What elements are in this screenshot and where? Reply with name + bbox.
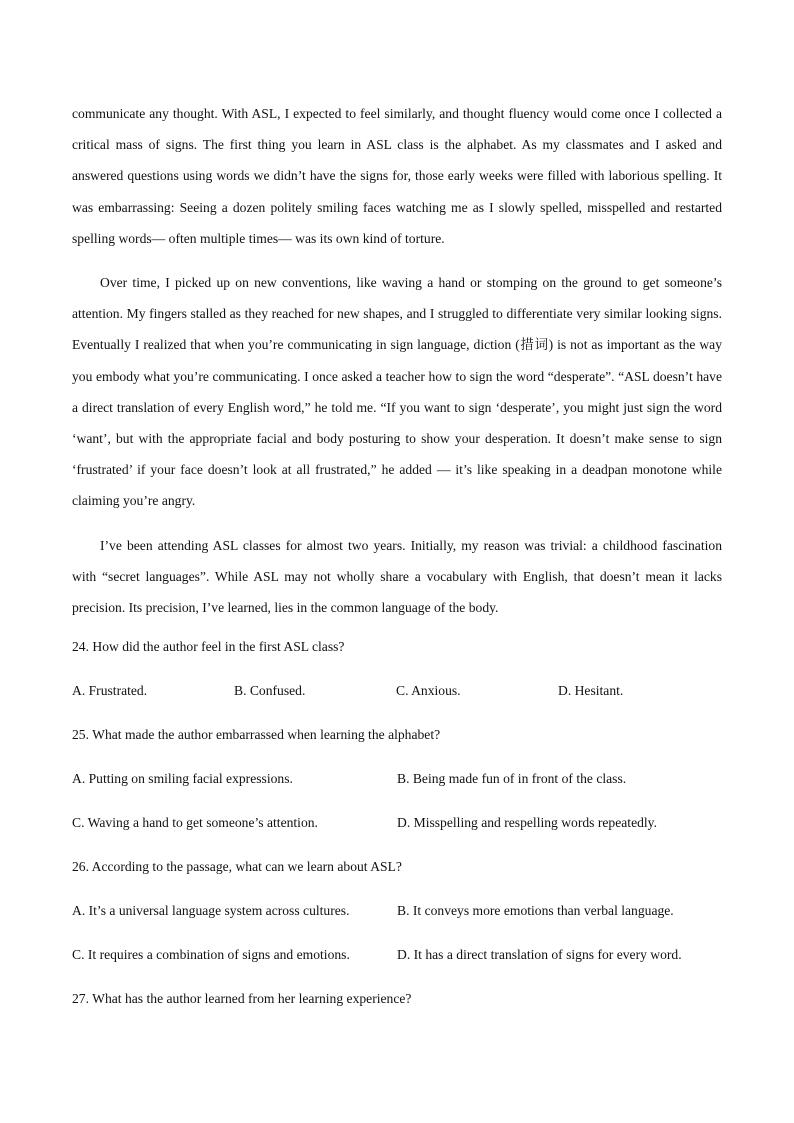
passage-paragraph-1: communicate any thought. With ASL, I expected to feel similarly, and thought fluency would come once I collected a critical mass of signs. The first thing you learn in ASL class is the alphabet. As my classmates and I asked and answered questions using words we didn’t have the signs for, those early weeks were filled with laborious spelling. It was embarrassing: Seeing a dozen politely smiling faces watching me as I slowly spelled, misspelled and restarted spelling words— often multiple times— was its own kind of torture. <box>72 106 722 246</box>
question-26 <box>72 857 722 965</box>
passage-paragraph-2: Over time, I picked up on new conventions, like waving a hand or stomping on the ground to get someone’s attention. My fingers stalled as they reached for new shapes, and I struggled to differentiate very similar looking signs. Eventually I realized that when you’re communicating in sign language, diction (措词) is not as important as the way you embody what you’re communicating. I once asked a teacher how to sign the word “desperate”. “ASL doesn’t have a direct translation of every English word,” he told me. “If you want to sign ‘desperate’, you might just sign the word ‘want’, but with the appropriate facial and body posturing to show your desperation. It doesn’t make sense to sign ‘frustrated’ if your face doesn’t look at all frustrated,” he added — it’s like speaking in a deadpan monotone while claiming you’re angry. <box>72 275 722 509</box>
question-24 <box>72 637 722 701</box>
option-a[interactable]: A. Frustrated. <box>72 683 148 699</box>
question-stem: 25. What made the author embarrassed when learning the alphabet? <box>72 727 441 743</box>
option-a[interactable]: A. Putting on smiling facial expressions. <box>72 771 293 787</box>
question-stem: 27. What has the author learned from her learning experience? <box>72 991 412 1007</box>
option-c[interactable]: C. Anxious. <box>396 683 461 699</box>
option-d[interactable]: D. Misspelling and respelling words repeatedly. <box>397 815 657 831</box>
option-b[interactable]: B. Confused. <box>234 683 306 699</box>
answer-options <box>72 681 722 701</box>
option-a[interactable]: A. It’s a universal language system across cultures. <box>72 903 350 919</box>
question-27 <box>72 989 722 1009</box>
option-c[interactable]: C. Waving a hand to get someone’s attention. <box>72 815 318 831</box>
option-d[interactable]: D. It has a direct translation of signs for every word. <box>397 947 682 963</box>
question-stem: 24. How did the author feel in the first ASL class? <box>72 639 345 655</box>
answer-options-row-1 <box>72 769 722 789</box>
option-c[interactable]: C. It requires a combination of signs and emotions. <box>72 947 350 963</box>
question-stem: 26. According to the passage, what can we learn about ASL? <box>72 859 402 875</box>
question-25 <box>72 725 722 833</box>
option-b[interactable]: B. It conveys more emotions than verbal language. <box>397 903 674 919</box>
document-page <box>72 98 722 1009</box>
answer-options-row-2 <box>72 813 722 833</box>
answer-options-row-1 <box>72 901 722 921</box>
passage-paragraph-3: I’ve been attending ASL classes for almost two years. Initially, my reason was trivial: a childhood fascination with “secret languages”. While ASL may not wholly share a vocabulary with English, that doesn’t mean it lacks precision. Its precision, I’ve learned, lies in the common language of the body. <box>72 537 722 616</box>
option-d[interactable]: D. Hesitant. <box>558 683 624 699</box>
answer-options-row-2 <box>72 945 722 965</box>
option-b[interactable]: B. Being made fun of in front of the class. <box>397 771 627 787</box>
